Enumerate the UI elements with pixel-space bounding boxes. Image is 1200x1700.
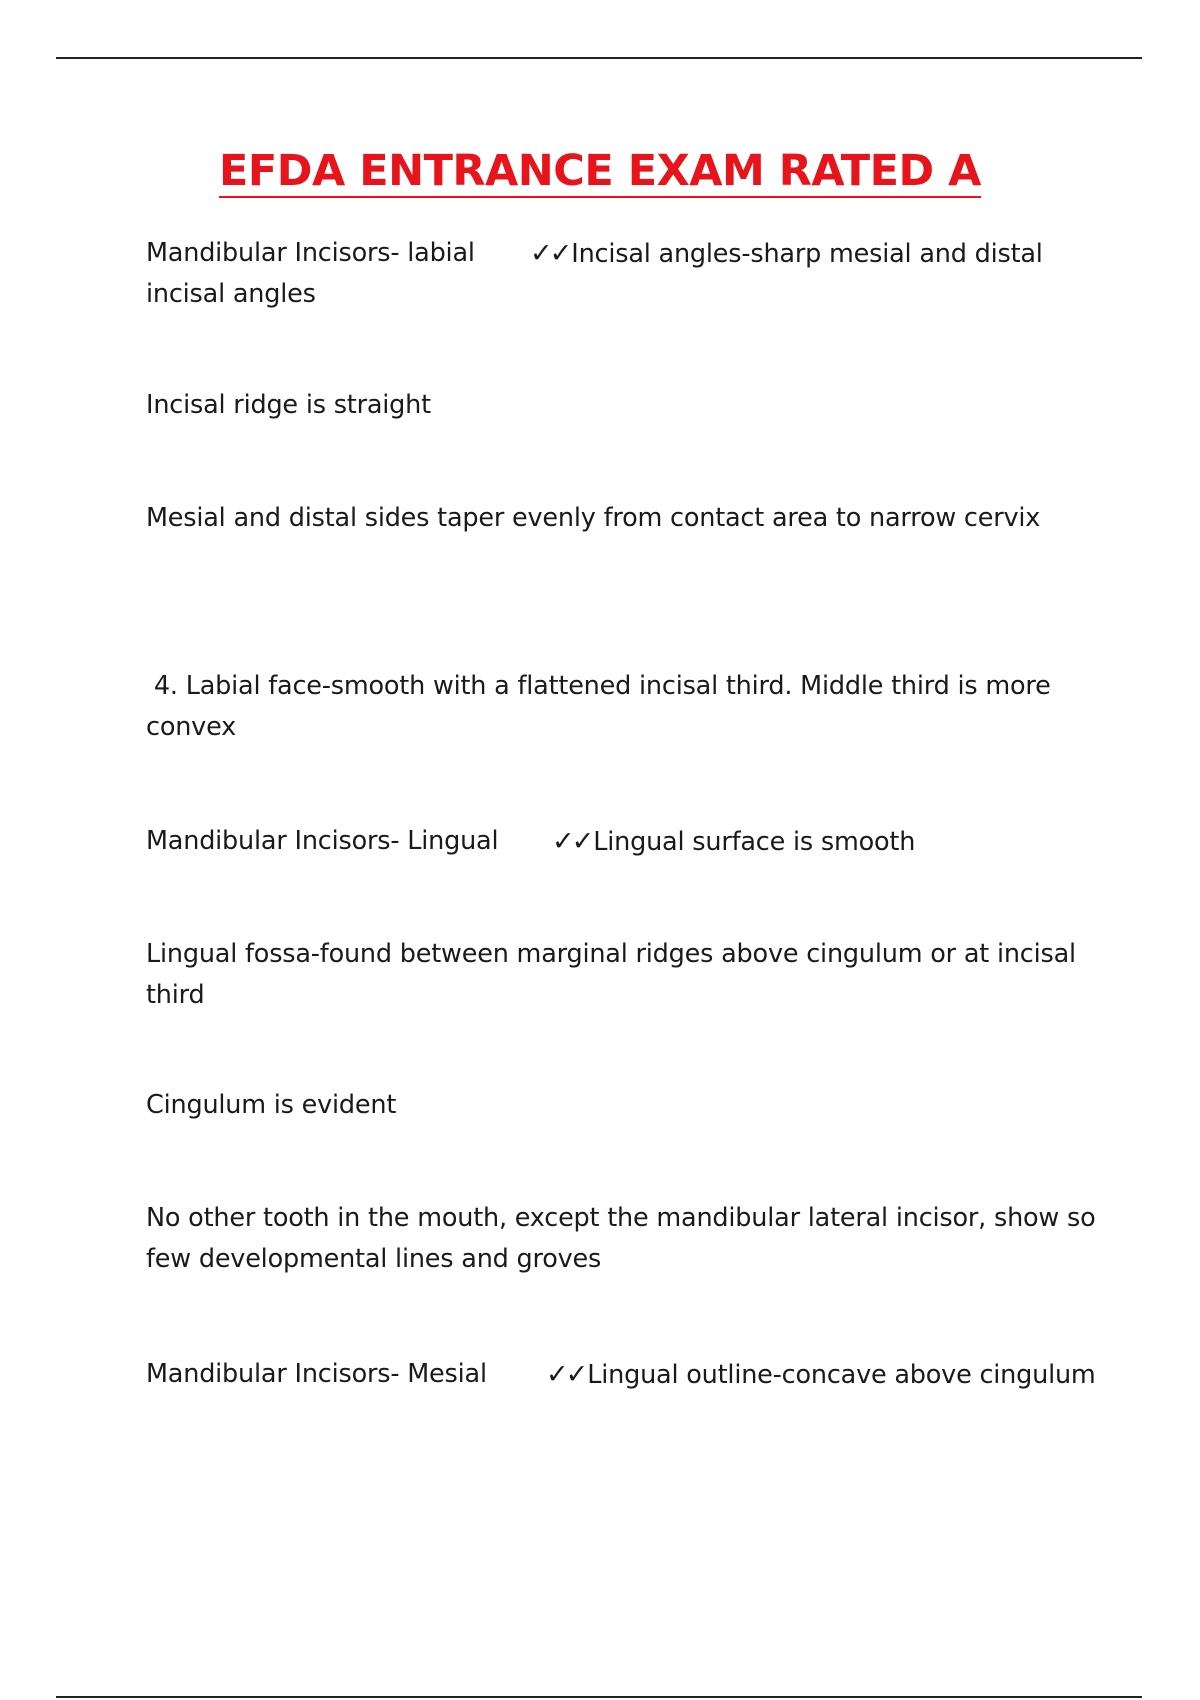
answer-line: few developmental lines and groves xyxy=(146,1244,602,1274)
answer-paragraph xyxy=(146,934,1106,1016)
answer xyxy=(546,1354,1096,1396)
qa-item-mesial xyxy=(146,1354,1106,1395)
answer-line: No other tooth in the mouth, except the mandibular lateral incisor, show so xyxy=(146,1203,1096,1233)
answer-paragraph xyxy=(146,1198,1106,1280)
qa-item-labial xyxy=(146,233,1106,315)
page-title-text: EFDA ENTRANCE EXAM RATED A xyxy=(219,146,981,196)
answer-line: Incisal ridge is straight xyxy=(146,390,431,420)
double-check-icon: ✓✓ xyxy=(552,826,592,857)
answer xyxy=(530,233,1043,275)
answer-continuation: incisal angles xyxy=(146,279,316,309)
header-rule xyxy=(56,57,1142,59)
answer xyxy=(552,821,915,863)
answer-line: Mesial and distal sides taper evenly from contact area to narrow cervix xyxy=(146,503,1041,533)
answer-line: 4. Labial face-smooth with a flattened incisal third. Middle third is more xyxy=(146,671,1051,701)
double-check-icon: ✓✓ xyxy=(546,1359,586,1390)
answer-line: third xyxy=(146,980,205,1010)
question-text: Mandibular Incisors- Lingual xyxy=(146,826,499,856)
answer-line: Lingual fossa-found between marginal ridges above cingulum or at incisal xyxy=(146,939,1076,969)
qa-item-lingual xyxy=(146,821,1106,862)
answer-line: convex xyxy=(146,712,237,742)
double-check-icon: ✓✓ xyxy=(530,238,570,269)
answer-line: Cingulum is evident xyxy=(146,1090,397,1120)
footer-rule xyxy=(56,1696,1142,1698)
answer-text: Incisal angles-sharp mesial and distal xyxy=(571,239,1043,269)
question-text: Mandibular Incisors- Mesial xyxy=(146,1359,487,1389)
question-text: Mandibular Incisors- labial xyxy=(146,238,475,268)
answer-paragraph xyxy=(146,666,1106,748)
answer-text: Lingual outline-concave above cingulum xyxy=(587,1360,1096,1390)
page-title xyxy=(0,148,1200,195)
answer-text: Lingual surface is smooth xyxy=(593,827,916,857)
